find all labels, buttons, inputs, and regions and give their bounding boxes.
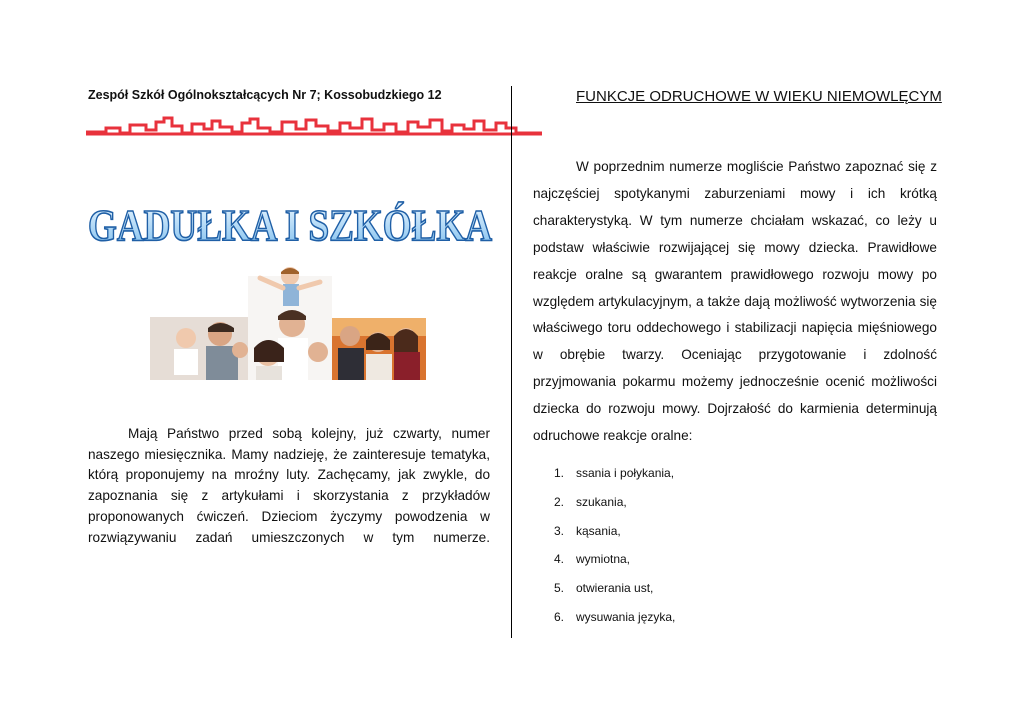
column-divider — [511, 86, 512, 638]
reflex-list — [533, 461, 675, 634]
list-item: 3. kąsania, — [554, 523, 621, 538]
school-header: Zespół Szkół Ogólnokształcących Nr 7; Kossobudzkiego 12 — [88, 88, 442, 102]
intro-text: Mają Państwo przed sobą kolejny, już czwarty, numer naszego miesięcznika. Mamy nadzieję, że zainteresuje tematyka, którą proponujemy na mroźny luty. Zachęcamy, jak zwykle, do zapoznania się z artykułami i skorzystania z przykładów proponowanych ćwiczeń. Dzieciom życzymy powodzenia w rozwiązywaniu zadań umieszczonych w tym numerze. — [88, 426, 490, 545]
list-item: 4. wymiotna, — [554, 552, 631, 567]
list-item: 6. wysuwania języka, — [554, 609, 676, 624]
list-item: 1. ssania i połykania, — [554, 466, 675, 480]
article-text: W poprzednim numerze mogliście Państwo zapoznać się z najczęściej spotykanymi zaburzeniami mowy i ich krótką charakterystyką. W tym numerze chciałam wskazać, co leży u podstaw właściwie rozwijającej się mowy dziecka. Prawidłowe reakcje oralne są gwarantem prawidłowego rozwoju mowy po względem artykulacyjnym, a także dają możliwość wytworzenia się właściwego toru oddechowego i stabilizacji napięcia mięśniowego w obrębie twarzy. Oceniając przygotowanie i zdolność przyjmowania pokarmu możemy jednocześnie ocenić możliwości dziecka do rozwoju mowy. Dojrzałość do karmienia determinują odruchowe reakcje oralne: — [533, 159, 937, 444]
article-paragraph — [533, 154, 937, 450]
newsletter-title — [84, 190, 504, 256]
skyline-decoration — [86, 116, 542, 140]
list-item: 2. szukania, — [554, 494, 627, 509]
intro-paragraph — [88, 424, 490, 548]
family-photo-collage — [150, 262, 426, 382]
article-heading: FUNKCJE ODRUCHOWE W WIEKU NIEMOWLĘCYM — [576, 88, 942, 105]
list-item: 5. otwierania ust, — [554, 581, 654, 596]
newsletter-title-text: GADUŁKA I SZKÓŁKA — [88, 201, 493, 250]
